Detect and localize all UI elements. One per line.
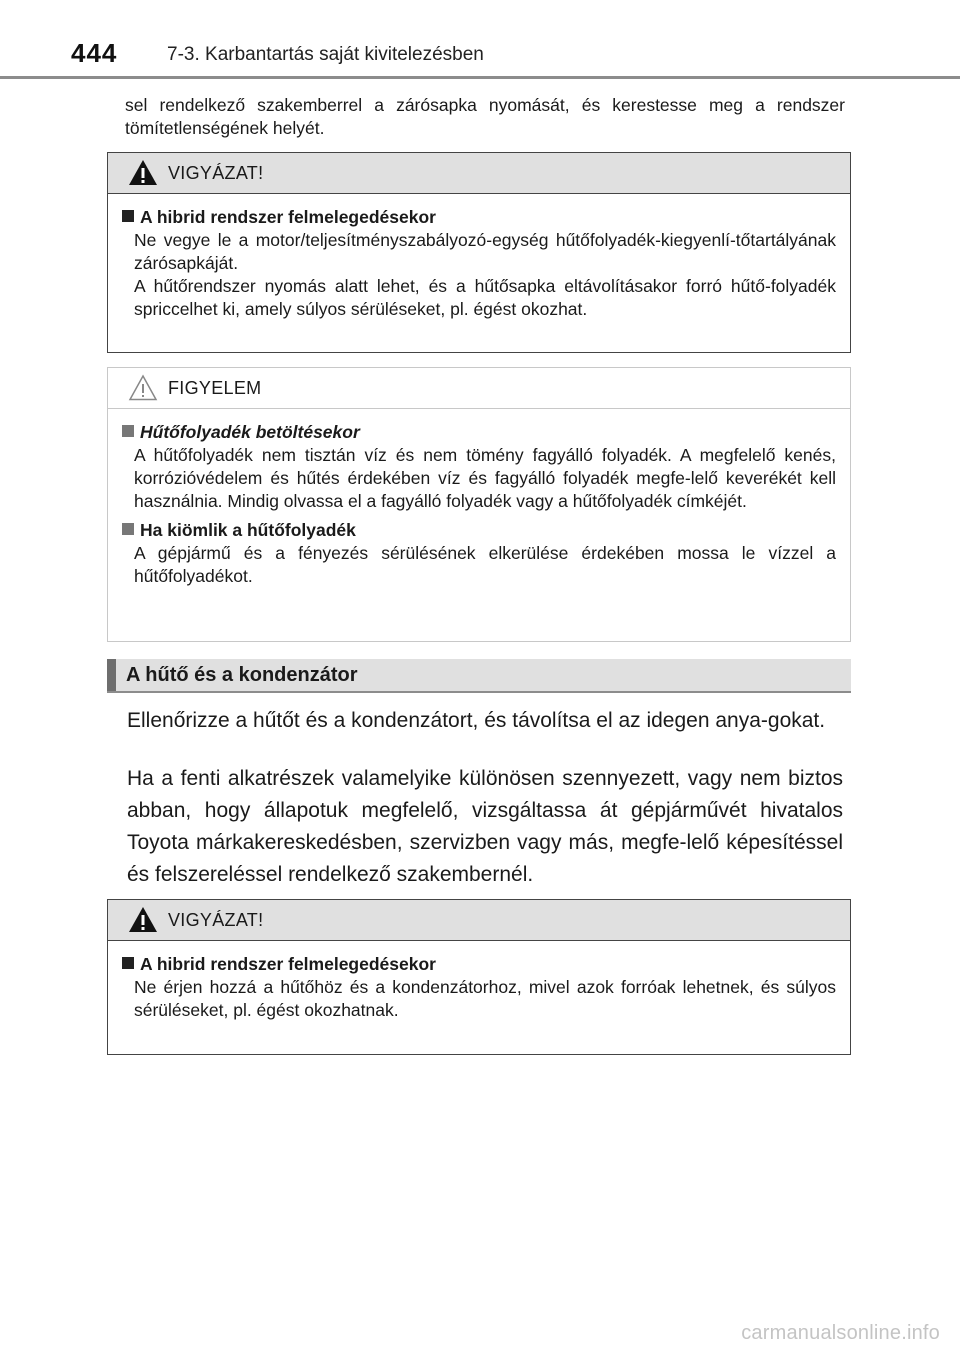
bullet-square-icon xyxy=(122,425,134,437)
warning-item-heading-text: A hibrid rendszer felmelegedésekor xyxy=(140,954,436,974)
section-title: 7-3. Karbantartás saját kivitelezésben xyxy=(167,44,484,65)
warning-item xyxy=(122,953,836,1022)
caution-item xyxy=(122,519,836,588)
warning-box-body xyxy=(108,194,850,335)
warning-item-text: Ne érjen hozzá a hűtőhöz és a kondenzátorhoz, mivel azok forróak lehetnek, és súlyos sérüléseket, pl. égést okozhatnak. xyxy=(134,977,836,1020)
caution-item-text: A hűtőfolyadék nem tisztán víz és nem tömény fagyálló folyadék. A megfelelő kenés, korrózióvédelem és hűtés érdekében víz és fagyálló folyadék megfe-lelő keverékét kell használnia. Mindig olvassa el a fagyálló folyadék vagy a hűtőfolyadék címkéjét. xyxy=(134,445,836,511)
caution-item xyxy=(122,421,836,513)
section-heading xyxy=(107,659,851,693)
caution-item-text: A gépjármű és a fényezés sérülésének elkerülése érdekében mossa le vízzel a hűtőfolyadékot. xyxy=(134,543,836,586)
caution-item-heading xyxy=(122,519,836,542)
caution-item-heading-text: Ha kiömlik a hűtőfolyadék xyxy=(140,520,356,540)
warning-box-title: VIGYÁZAT! xyxy=(168,163,264,183)
warning-box-1 xyxy=(107,152,851,353)
body-paragraph: Ellenőrizze a hűtőt és a kondenzátort, és távolítsa el az idegen anya-gokat. xyxy=(127,709,826,732)
warning-box-title: VIGYÁZAT! xyxy=(168,910,264,930)
warning-item-text: Ne vegye le a motor/teljesítményszabályozó-egység hűtőfolyadék-kiegyenlí-tőtartályának zárósapkáját. xyxy=(134,230,836,273)
caution-triangle-icon xyxy=(128,374,158,401)
warning-item xyxy=(122,206,836,321)
caution-box xyxy=(107,367,851,642)
bullet-square-icon xyxy=(122,210,134,222)
warning-item-heading xyxy=(122,953,836,976)
warning-item-heading-text: A hibrid rendszer felmelegedésekor xyxy=(140,207,436,227)
caution-item-heading-text: Hűtőfolyadék betöltésekor xyxy=(140,422,360,442)
section-heading-accent xyxy=(107,659,116,691)
caution-box-body xyxy=(108,409,850,602)
intro-paragraph: sel rendelkező szakemberrel a zárósapka nyomását, és kerestesse meg a rendszer tömítetlenségének helyét. xyxy=(125,95,845,138)
warning-box-2 xyxy=(107,899,851,1055)
warning-triangle-icon xyxy=(128,906,158,933)
header-divider xyxy=(0,76,960,79)
section-heading-text: A hűtő és a kondenzátor xyxy=(126,664,358,686)
warning-box-body xyxy=(108,941,850,1036)
caution-item-heading xyxy=(122,421,836,444)
warning-box-header xyxy=(108,153,850,194)
watermark: carmanualsonline.info xyxy=(741,1322,940,1344)
bullet-square-icon xyxy=(122,523,134,535)
page-number: 444 xyxy=(71,38,118,68)
warning-box-header xyxy=(108,900,850,941)
warning-item-heading xyxy=(122,206,836,229)
warning-item-text: A hűtőrendszer nyomás alatt lehet, és a hűtősapka eltávolításakor forró hűtő-folyadék spriccelhet ki, amely súlyos sérüléseket, pl. égést okozhat. xyxy=(134,276,836,319)
warning-triangle-icon xyxy=(128,159,158,186)
caution-box-header xyxy=(108,368,850,409)
caution-box-title: FIGYELEM xyxy=(168,378,262,398)
body-paragraph: Ha a fenti alkatrészek valamelyike különösen szennyezett, vagy nem biztos abban, hogy állapotuk megfelelő, vizsgáltassa át gépjárművét hivatalos Toyota márkakereskedésben, szervizben vagy más, megfe-lelő képesítéssel és felszereléssel rendelkező szakembernél. xyxy=(127,767,843,886)
bullet-square-icon xyxy=(122,957,134,969)
